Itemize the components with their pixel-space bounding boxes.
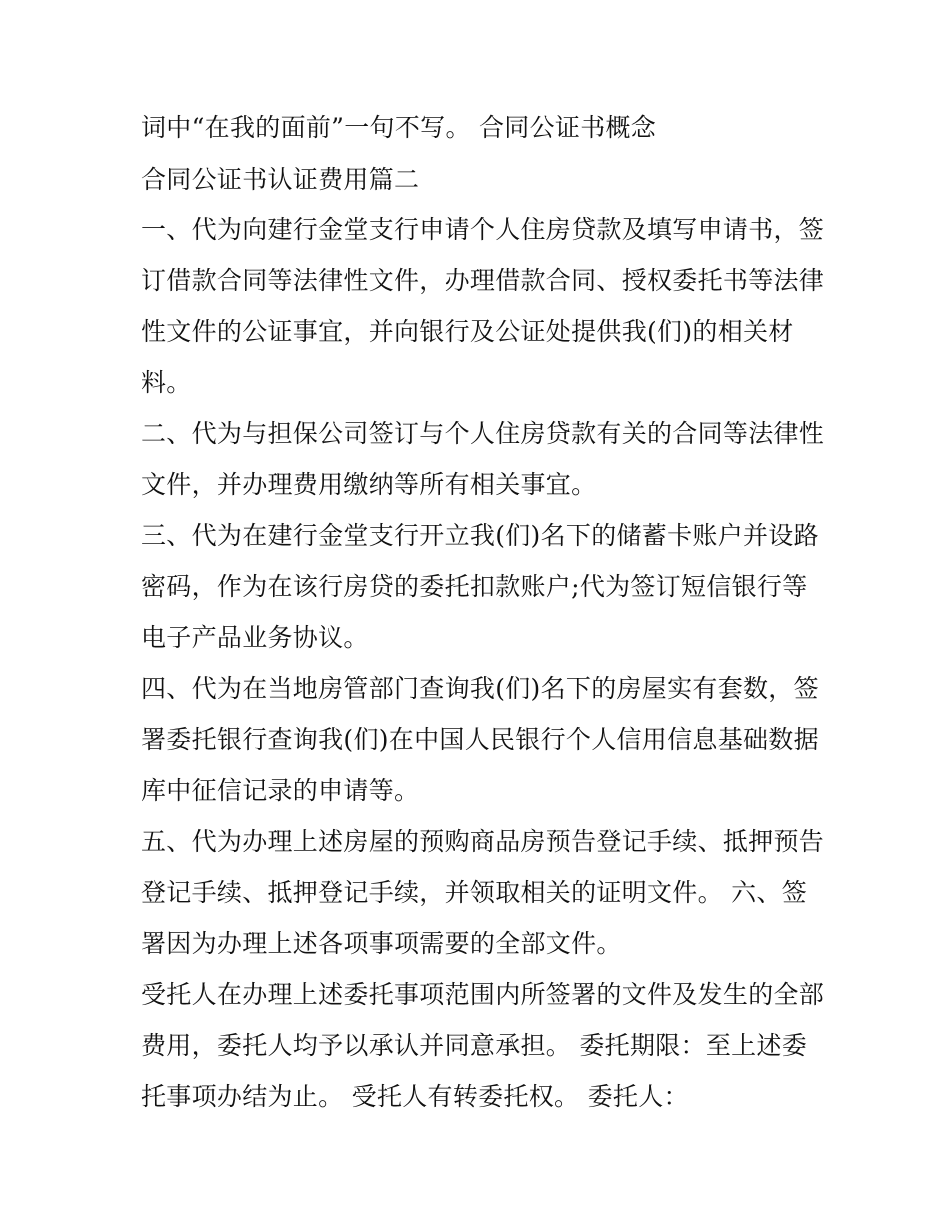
text-line: 词中“在我的面前”一句不写。 合同公证书概念	[141, 113, 657, 142]
text-line: 库中征信记录的申请等。	[141, 776, 420, 805]
text-line: 受托人在办理上述委托事项范围内所签署的文件及发生的全部	[141, 980, 825, 1009]
text-line: 费用，委托人均予以承认并同意承担。 委托期限：至上述委	[141, 1031, 808, 1060]
text-line: 署委托银行查询我(们)在中国人民银行个人信用信息基础数据	[141, 725, 819, 754]
text-line: 登记手续、抵押登记手续，并领取相关的证明文件。 六、签	[141, 878, 808, 907]
text-line: 五、代为办理上述房屋的预购商品房预告登记手续、抵押预告	[141, 827, 825, 856]
text-line: 托事项办结为止。 受托人有转委托权。 委托人：	[141, 1082, 689, 1111]
text-line: 二、代为与担保公司签订与个人住房贷款有关的合同等法律性	[141, 419, 825, 448]
text-line: 署因为办理上述各项事项需要的全部文件。	[141, 929, 622, 958]
text-line: 电子产品业务协议。	[141, 623, 369, 652]
text-line: 订借款合同等法律性文件，办理借款合同、授权委托书等法律	[141, 266, 825, 295]
text-line: 文件，并办理费用缴纳等所有相关事宜。	[141, 470, 597, 499]
text-line: 一、代为向建行金堂支行申请个人住房贷款及填写申请书，签	[141, 215, 825, 244]
text-line: 性文件的公证事宜，并向银行及公证处提供我(们)的相关材	[141, 317, 794, 346]
section-heading: 合同公证书认证费用篇二	[141, 165, 420, 194]
text-line: 料。	[141, 368, 192, 397]
text-line: 四、代为在当地房管部门查询我(们)名下的房屋实有套数，签	[141, 674, 819, 703]
text-line: 三、代为在建行金堂支行开立我(们)名下的储蓄卡账户并设路	[141, 521, 819, 550]
text-line: 密码，作为在该行房贷的委托扣款账户;代为签订短信银行等	[141, 572, 808, 601]
